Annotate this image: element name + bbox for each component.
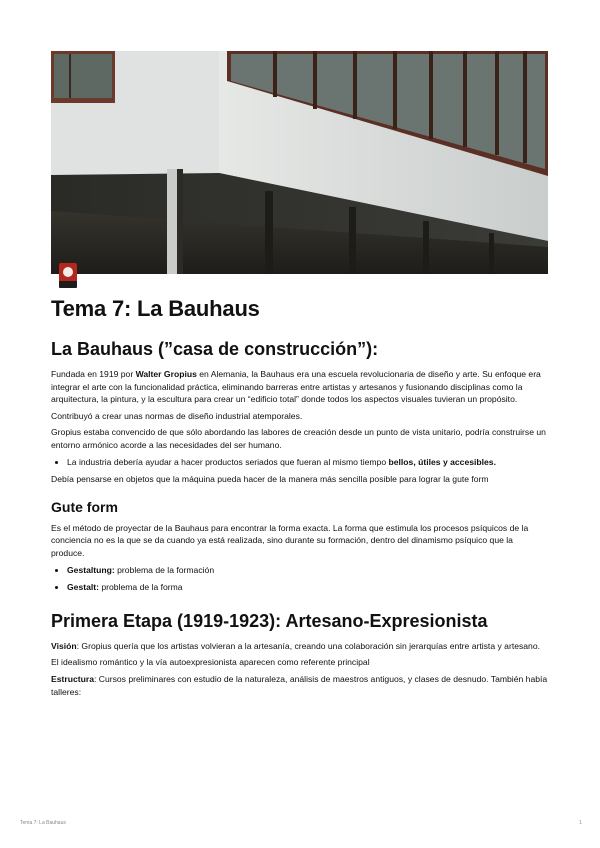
list-item: • La industria debería ayudar a hacer productos seriados que fueran al mismo tiempo bellos, útiles y accesibles. (67, 456, 548, 469)
paragraph-vision: Visión: Gropius quería que los artistas volvieran a la artesanía, creando una colaboración sin jerarquías entre artista y artesano. (51, 640, 541, 651)
page-number: 1 (579, 820, 582, 826)
list-item: • Gestaltung: problema de la formación (67, 564, 548, 577)
section-heading-bauhaus: La Bauhaus (”casa de construcción”): (51, 339, 379, 359)
page-footer (20, 820, 582, 826)
paragraph-fundada: Fundada en 1919 por Walter Gropius en Alemania, la Bauhaus era una escuela revolucionaria de diseño y arte. Su enfoque era integrar el arte con la funcionalidad práctica, eliminando barreras entre artistas y artesanos y fusionando disciplinas como la arquitectura, la pintura, y la escultura para crear un “edificio total” donde todos los aspectos visuales tuvieran un propósito. (51, 369, 541, 405)
bullet-list-gestalt (51, 564, 548, 594)
paragraph-contribuyo: Contribuyó a crear unas normas de diseño industrial atemporales. (51, 410, 303, 421)
footer-title: Tema 7: La Bauhaus (20, 820, 66, 826)
paragraph-idealismo: El idealismo romántico y la vía autoexpresionista aparecen como referente principal (51, 657, 370, 668)
page-content (51, 296, 548, 702)
list-item: • Gestalt: problema de la forma (67, 581, 548, 594)
section-heading-primera-etapa: Primera Etapa (1919-1923): Artesano-Expresionista (51, 610, 488, 631)
paragraph-gropius: Gropius estaba convencido de que sólo abordando las labores de creación desde un punto de vista unitario, podría construirse un entorno armónico acorde a las necesidades del ser humano. (51, 427, 546, 450)
page-title: Tema 7: La Bauhaus (51, 296, 260, 321)
bullet-list-industria (51, 456, 548, 469)
bauhaus-book-icon (58, 262, 78, 289)
paragraph-debia: Debía pensarse en objetos que la máquina pueda hacer de la manera más sencilla posible para lograr la gute form (51, 474, 489, 485)
cover-image (51, 51, 548, 274)
paragraph-gute-form: Es el método de proyectar de la Bauhaus para encontrar la forma exacta. La forma que estimula los procesos psíquicos de la conciencia no es la que se da cuando ya está realizada, sino durante su formación, dentro del dinamismo psíquico que la produce. (51, 522, 529, 558)
building-photo (51, 51, 548, 274)
paragraph-estructura: Estructura: Cursos preliminares con estudio de la naturaleza, análisis de maestros antiguos, y clases de desnudo. También había talleres: (51, 673, 548, 697)
section-heading-gute-form: Gute form (51, 498, 118, 515)
